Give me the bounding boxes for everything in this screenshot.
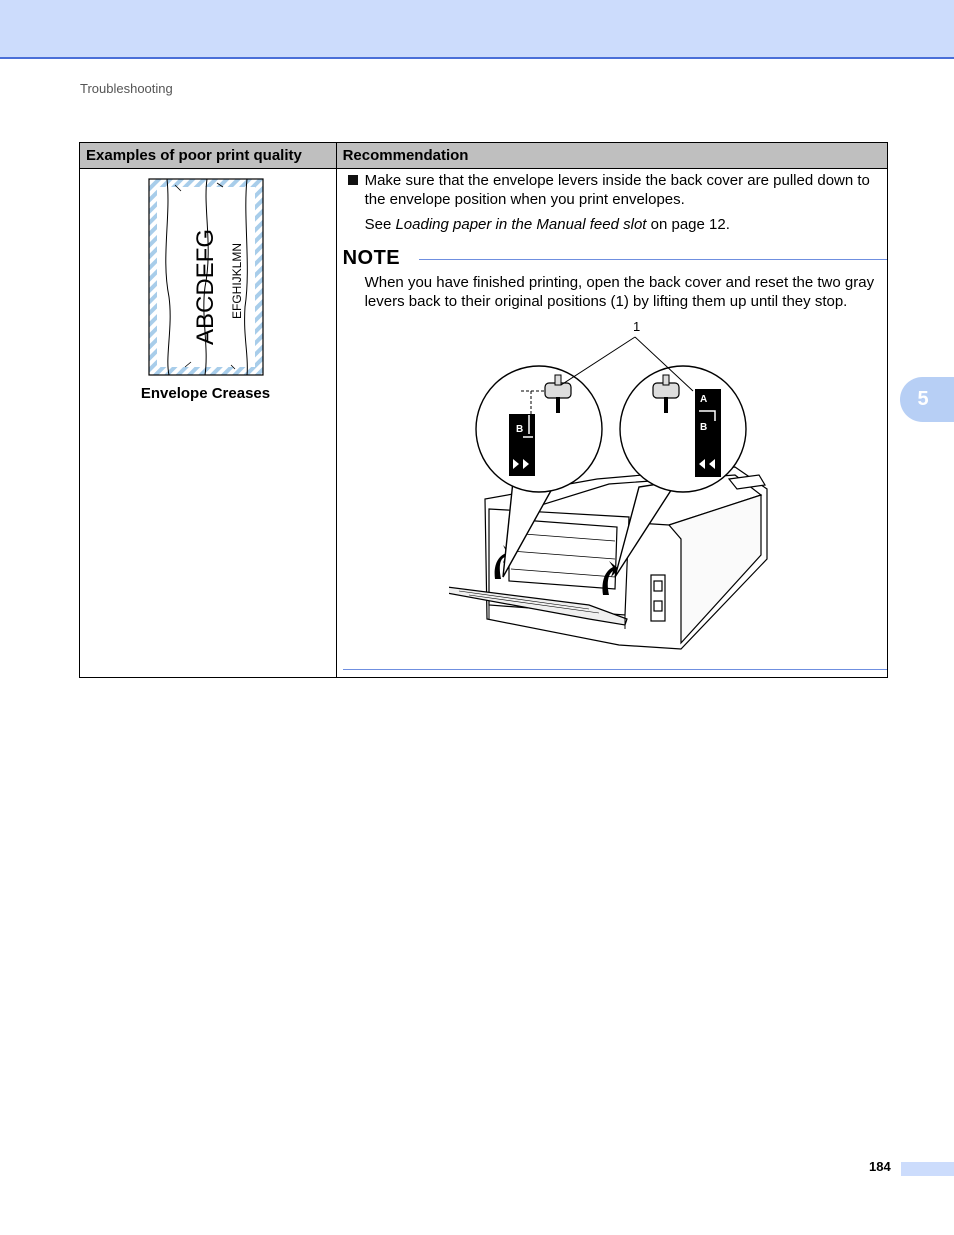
- chapter-number: 5: [917, 388, 929, 410]
- example-cell: [80, 169, 337, 678]
- cross-reference-link[interactable]: Loading paper in the Manual feed slot: [395, 216, 647, 233]
- note-title: NOTE: [342, 247, 401, 269]
- square-bullet-icon: [348, 175, 358, 185]
- envelope-caption: Envelope Creases: [140, 385, 271, 402]
- lever-label-a: A: [699, 394, 707, 405]
- envelope-creases-illustration: [147, 177, 265, 377]
- table-header-row: [80, 143, 888, 169]
- running-head: Troubleshooting: [80, 81, 173, 96]
- see-suffix: on page 12.: [646, 216, 730, 233]
- column-header-recommendation: Recommendation: [336, 143, 887, 169]
- bullet-item: [348, 171, 884, 209]
- note-divider: [419, 259, 887, 260]
- recommendation-cell: [336, 169, 887, 678]
- lever-label-b-left: B: [515, 424, 523, 435]
- printer-back-cover-illustration: [449, 319, 779, 661]
- column-header-examples: Examples of poor print quality: [80, 143, 337, 169]
- lever-label-b-right: B: [699, 422, 707, 433]
- lever-housing-right: [695, 389, 721, 477]
- envelope-text-large: ABCDEFG: [192, 228, 219, 345]
- table-row: [80, 169, 888, 678]
- envelope-text-small: EFGHIJKLMN: [230, 242, 244, 319]
- note-bottom-divider: [343, 669, 887, 670]
- page-number: 184: [869, 1159, 891, 1174]
- see-prefix: See: [364, 216, 396, 233]
- print-quality-table: [79, 142, 888, 678]
- footer-band: [901, 1162, 954, 1176]
- callout-number: 1: [632, 319, 640, 334]
- note-text: When you have finished printing, open the back cover and reset the two gray levers back to their original positions (1) by lifting them up until they stop.: [364, 274, 875, 310]
- cross-reference: [365, 215, 730, 234]
- chapter-tab: [900, 377, 954, 422]
- top-header-band: [0, 0, 954, 59]
- bullet-text: Make sure that the envelope levers inside the back cover are pulled down to the envelope position when you print envelopes.: [364, 172, 870, 208]
